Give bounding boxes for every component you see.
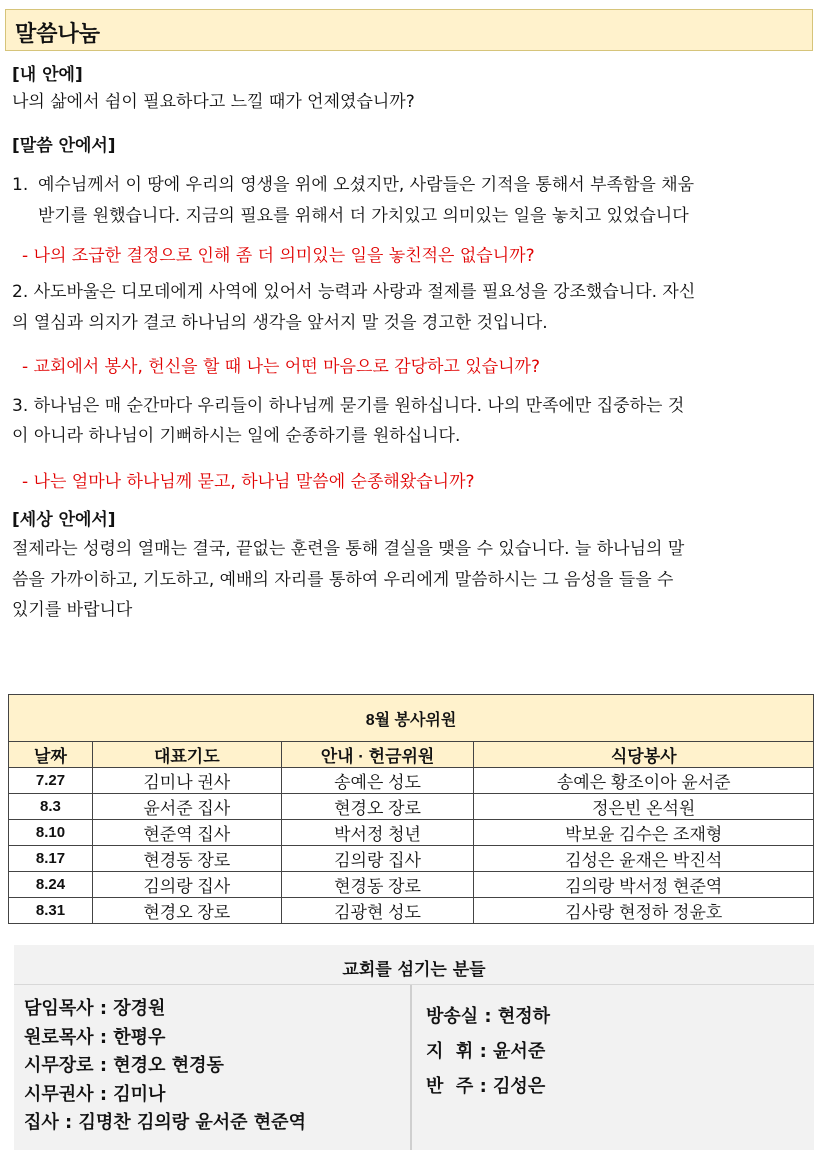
section-heading-in-word: [말씀 안에서] [12, 136, 116, 156]
service-table-caption: 8월 봉사위원 [9, 695, 814, 742]
cell-date: 8.10 [9, 820, 93, 846]
cell-prayer: 윤서준 집사 [92, 794, 281, 820]
table-row [9, 768, 814, 794]
staff-entry: 시무권사 : 김미나 [24, 1083, 166, 1105]
table-row [9, 846, 814, 872]
cell-usher: 송예은 성도 [281, 768, 474, 794]
staff-entry: 담임목사 : 장경원 [24, 998, 166, 1019]
item-number: 1. [12, 175, 29, 195]
staff-left-column [14, 985, 412, 1150]
cell-date: 8.24 [9, 872, 93, 898]
staff-entry: 시무장로 : 현경오 현경동 [24, 1055, 224, 1076]
word-item-2-line: 의 열심과 의지가 결코 하나님의 생각을 앞서지 말 것을 경고한 것입니다. [12, 313, 548, 333]
cell-usher: 현경오 장로 [281, 794, 474, 820]
column-header-kitchen: 식당봉사 [474, 742, 814, 768]
table-row [9, 794, 814, 820]
question-in-me: 나의 삶에서 쉼이 필요하다고 느낄 때가 언제였습니까? [12, 92, 415, 112]
staff-title: 교회를 섬기는 분들 [14, 945, 814, 985]
cell-usher: 김광현 성도 [281, 898, 474, 924]
cell-kitchen: 김의랑 박서정 현준역 [474, 872, 814, 898]
cell-kitchen: 김성은 윤재은 박진석 [474, 846, 814, 872]
word-item-3-line: 이 아니라 하나님이 기뻐하시는 일에 순종하기를 원하십니다. [12, 426, 461, 446]
cell-usher: 박서정 청년 [281, 820, 474, 846]
cell-usher: 현경동 장로 [281, 872, 474, 898]
section-heading-in-me: [내 안에] [12, 65, 83, 85]
cell-prayer: 현경오 장로 [92, 898, 281, 924]
staff-entry: 지 휘 : 윤서준 [426, 1041, 546, 1062]
staff-panel [14, 945, 814, 1150]
reflection-question: - 교회에서 봉사, 헌신을 할 때 나는 어떤 마음으로 감당하고 있습니까? [22, 357, 540, 377]
cell-date: 7.27 [9, 768, 93, 794]
column-header-prayer: 대표기도 [92, 742, 281, 768]
world-text-line: 씀을 가까이하고, 기도하고, 예배의 자리를 통하여 우리에게 말씀하시는 그 음성을 들을 수 [12, 570, 674, 590]
cell-date: 8.17 [9, 846, 93, 872]
word-item-3-line: 3. 하나님은 매 순간마다 우리들이 하나님께 묻기를 원하십니다. 나의 만족에만 집중하는 것 [12, 396, 685, 416]
cell-date: 8.31 [9, 898, 93, 924]
section-heading-in-world: [세상 안에서] [12, 510, 116, 530]
world-text-line: 있기를 바랍니다 [12, 600, 133, 620]
word-item-2-line: 2. 사도바울은 디모데에게 사역에 있어서 능력과 사랑과 절제를 필요성을 강조했습니다. 자신 [12, 282, 696, 302]
column-header-date: 날짜 [9, 742, 93, 768]
cell-usher: 김의랑 집사 [281, 846, 474, 872]
cell-date: 8.3 [9, 794, 93, 820]
column-header-usher: 안내 · 헌금위원 [281, 742, 474, 768]
staff-entry: 반 주 : 김성은 [426, 1076, 546, 1097]
cell-kitchen: 김사랑 현정하 정윤호 [474, 898, 814, 924]
staff-entry: 집사 : 김명찬 김의랑 윤서준 현준역 [24, 1112, 306, 1133]
table-row [9, 872, 814, 898]
world-text-line: 절제라는 성령의 열매는 결국, 끝없는 훈련을 통해 결실을 맺을 수 있습니다. 늘 하나님의 말 [12, 539, 685, 559]
cell-prayer: 김미나 권사 [92, 768, 281, 794]
reflection-question: - 나의 조급한 결정으로 인해 좀 더 의미있는 일을 놓친적은 없습니까? [22, 246, 535, 266]
staff-entry: 방송실 : 현정하 [426, 1006, 551, 1027]
word-item-1 [12, 170, 804, 232]
item-text-line: 예수님께서 이 땅에 우리의 영생을 위에 오셨지만, 사람들은 기적을 통해서 부족함을 채움 [38, 175, 695, 195]
cell-prayer: 김의랑 집사 [92, 872, 281, 898]
table-row [9, 898, 814, 924]
cell-kitchen: 송예은 황조이아 윤서준 [474, 768, 814, 794]
page-title: 말씀나눔 [5, 9, 813, 51]
cell-prayer: 현경동 장로 [92, 846, 281, 872]
cell-prayer: 현준역 집사 [92, 820, 281, 846]
service-table [8, 694, 814, 924]
staff-right-column [414, 985, 814, 1150]
item-text-line: 받기를 원했습니다. 지금의 필요를 위해서 더 가치있고 의미있는 일을 놓치고 있었습니다 [38, 206, 689, 226]
table-row [9, 820, 814, 846]
staff-entry: 원로목사 : 한평우 [24, 1026, 166, 1048]
cell-kitchen: 박보윤 김수은 조재형 [474, 820, 814, 846]
cell-kitchen: 정은빈 온석원 [474, 794, 814, 820]
reflection-question: - 나는 얼마나 하나님께 묻고, 하나님 말씀에 순종해왔습니까? [22, 472, 475, 492]
